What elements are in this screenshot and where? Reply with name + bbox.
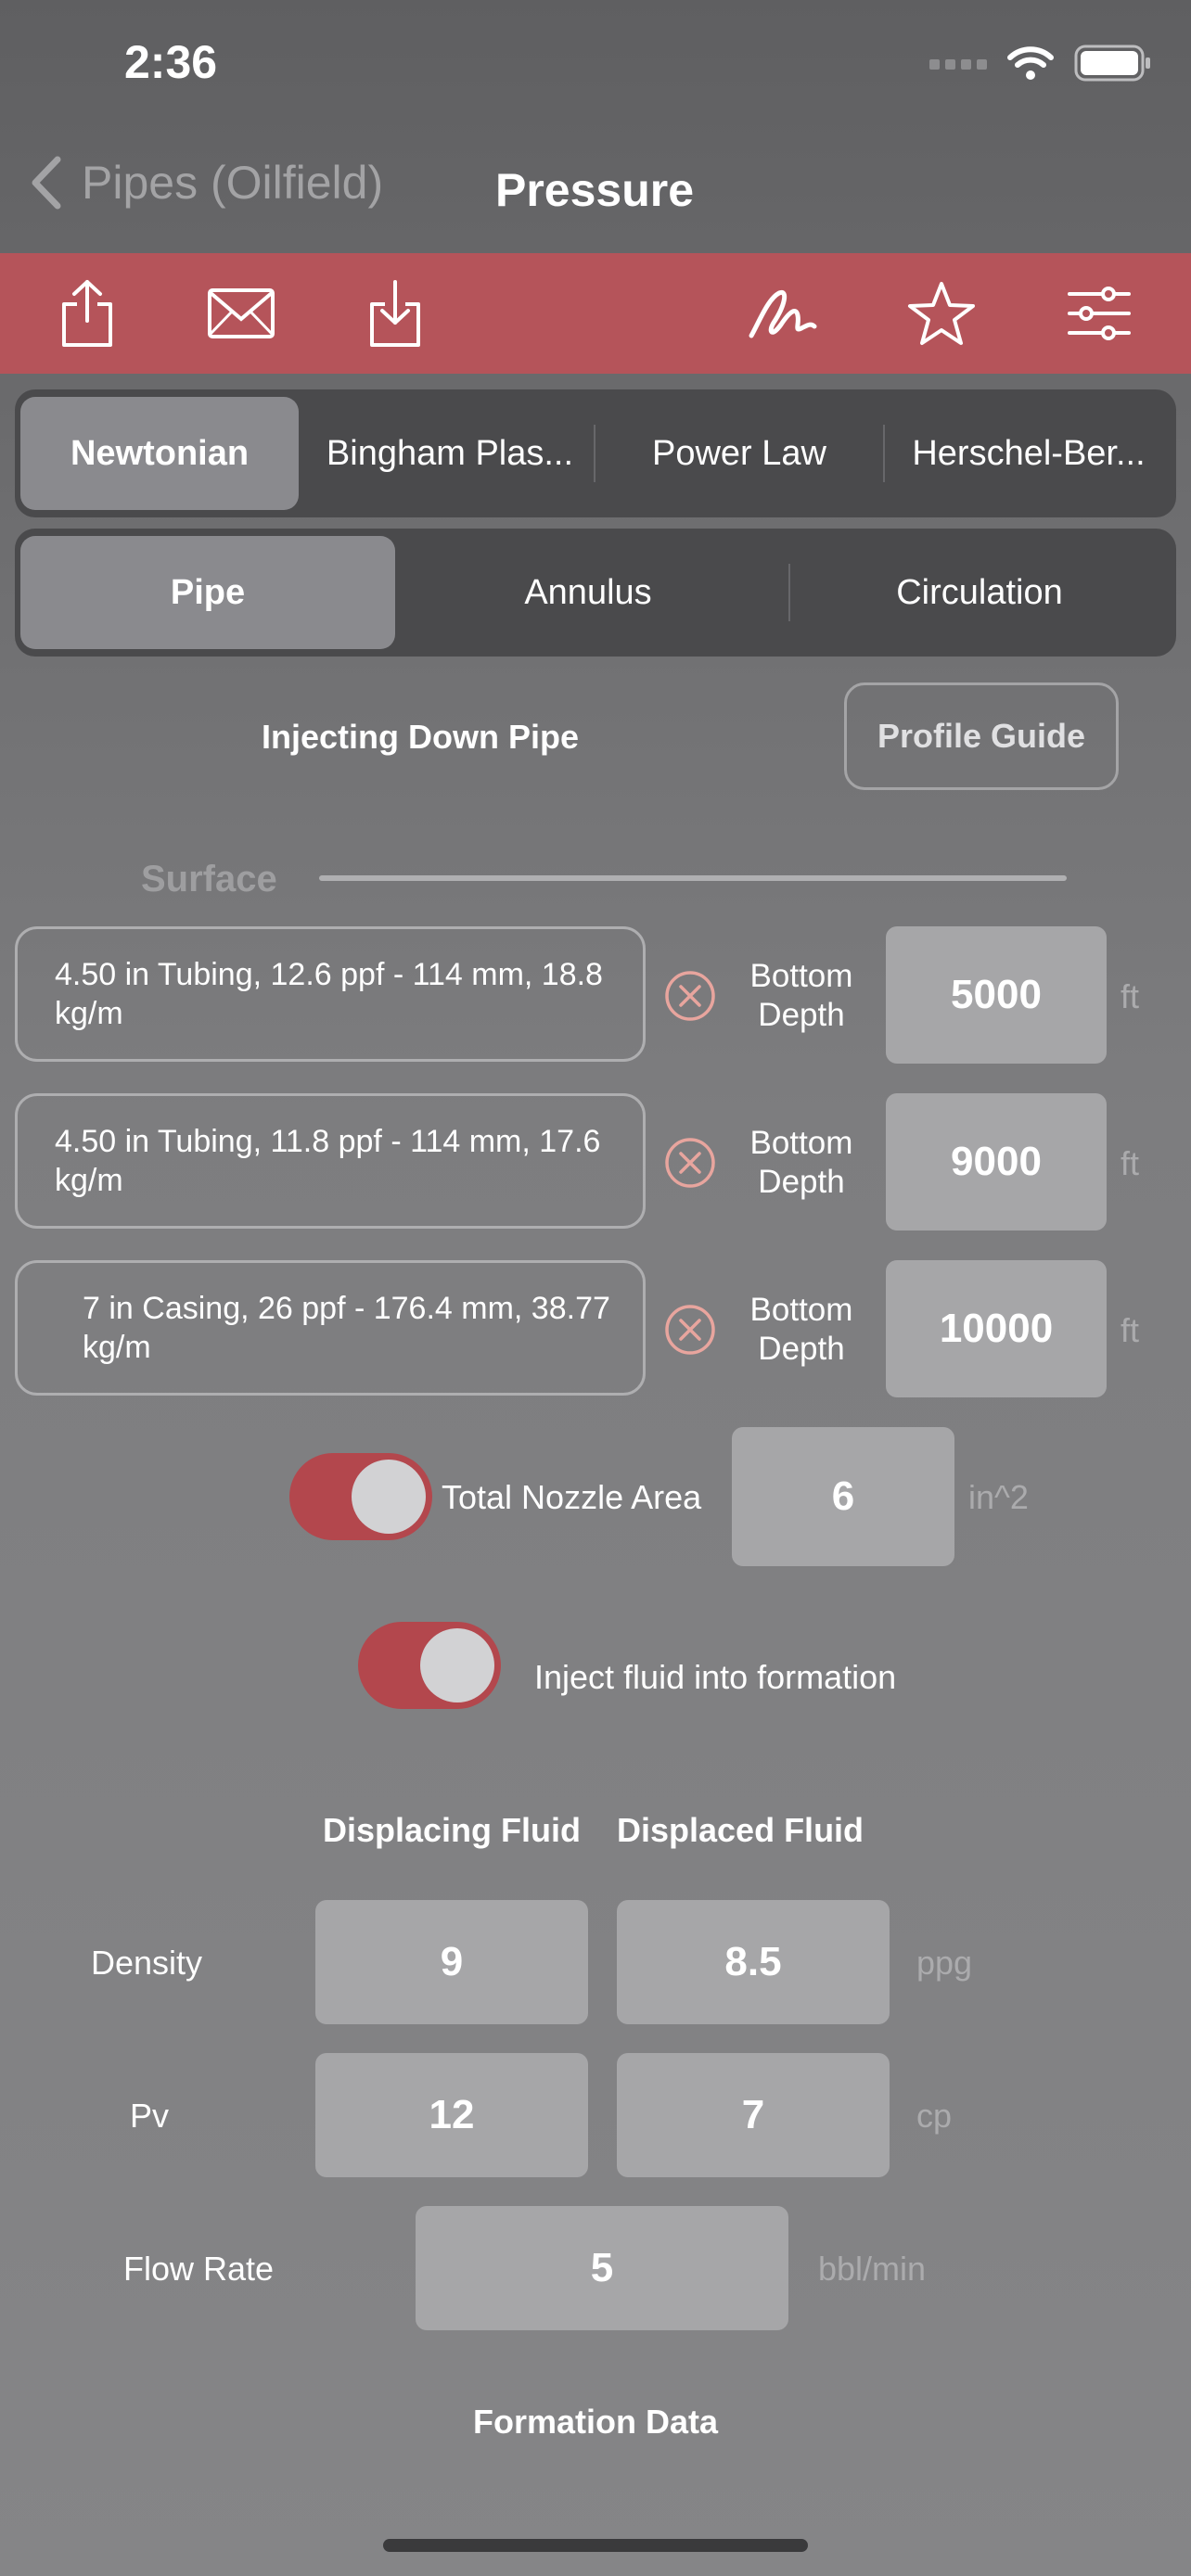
- toggle-knob: [352, 1460, 426, 1534]
- nozzle-area-toggle[interactable]: [289, 1453, 432, 1540]
- toggle-knob: [420, 1628, 494, 1702]
- page-title: Pressure: [495, 164, 695, 216]
- battery-icon: [1074, 45, 1152, 82]
- section-heading: Injecting Down Pipe: [262, 718, 580, 756]
- settings-button[interactable]: [1044, 253, 1155, 374]
- pv-label: Pv: [130, 2097, 170, 2135]
- star-icon: [907, 280, 976, 347]
- tab-newtonian[interactable]: Newtonian: [20, 397, 299, 510]
- status-time: 2:36: [124, 36, 218, 88]
- cellular-signal-icon: [929, 56, 987, 70]
- formation-data-heading: Formation Data: [473, 2403, 719, 2441]
- flow-rate-input[interactable]: 5: [416, 2206, 788, 2330]
- remove-pipe-icon[interactable]: [664, 1137, 716, 1189]
- displacing-fluid-header: Displacing Fluid: [323, 1811, 582, 1849]
- tab-power-law[interactable]: Power Law: [652, 433, 826, 473]
- home-indicator: [383, 2539, 808, 2552]
- displacing-pv-input[interactable]: 12: [315, 2053, 588, 2177]
- tab-pipe[interactable]: Pipe: [20, 536, 395, 649]
- pipe-selector-1[interactable]: 4.50 in Tubing, 12.6 ppf - 114 mm, 18.8 kg/m: [15, 926, 646, 1062]
- profile-guide-button[interactable]: Profile Guide: [844, 682, 1119, 790]
- inject-fluid-toggle[interactable]: [358, 1622, 501, 1709]
- tab-annulus[interactable]: Annulus: [524, 572, 652, 612]
- mail-icon: [207, 287, 275, 339]
- fluid-model-segmented-control: [15, 389, 1176, 517]
- mail-button[interactable]: [186, 253, 297, 374]
- tab-herschel-bulkley[interactable]: Herschel-Ber...: [912, 433, 1146, 473]
- displaced-density-input[interactable]: 8.5: [617, 1900, 890, 2024]
- flow-rate-label: Flow Rate: [123, 2250, 275, 2288]
- remove-pipe-icon[interactable]: [664, 1304, 716, 1356]
- toolbar: [0, 253, 1191, 374]
- bottom-depth-label: Bottom Depth: [749, 958, 853, 1033]
- back-button[interactable]: [28, 156, 383, 210]
- nozzle-area-label: Total Nozzle Area: [442, 1478, 702, 1516]
- pv-unit: cp: [916, 2097, 953, 2135]
- signature-icon: [748, 286, 818, 341]
- share-icon: [58, 278, 116, 349]
- status-icons: [929, 45, 1152, 82]
- depth-unit: ft: [1121, 977, 1140, 1015]
- remove-pipe-icon[interactable]: [664, 970, 716, 1022]
- bottom-depth-label: Bottom Depth: [749, 1125, 853, 1200]
- depth-unit: ft: [1121, 1144, 1140, 1182]
- depth-unit: ft: [1121, 1311, 1140, 1349]
- download-button[interactable]: [339, 253, 451, 374]
- inject-fluid-label: Inject fluid into formation: [534, 1658, 897, 1696]
- wifi-icon: [1007, 45, 1054, 81]
- share-button[interactable]: [32, 253, 143, 374]
- chevron-left-icon: [28, 156, 65, 210]
- download-icon: [366, 278, 424, 349]
- flow-rate-unit: bbl/min: [818, 2250, 927, 2288]
- nozzle-area-input[interactable]: 6: [732, 1427, 954, 1566]
- density-label: Density: [91, 1944, 203, 1982]
- pipe-selector-3[interactable]: 7 in Casing, 26 ppf - 176.4 mm, 38.77 kg/m: [15, 1260, 646, 1396]
- bottom-depth-input-1[interactable]: 5000: [886, 926, 1107, 1064]
- tab-bingham-plastic[interactable]: Bingham Plas...: [326, 433, 574, 473]
- pipe-selector-2[interactable]: 4.50 in Tubing, 11.8 ppf - 114 mm, 17.6 kg/m: [15, 1093, 646, 1229]
- surface-label: Surface: [141, 859, 277, 899]
- displaced-fluid-header: Displaced Fluid: [617, 1811, 864, 1849]
- bottom-depth-label: Bottom Depth: [749, 1292, 853, 1367]
- geometry-segmented-control: [15, 529, 1176, 657]
- displaced-pv-input[interactable]: 7: [617, 2053, 890, 2177]
- favorite-button[interactable]: [886, 253, 997, 374]
- sliders-icon: [1068, 287, 1131, 340]
- signature-button[interactable]: [727, 253, 839, 374]
- nozzle-area-unit: in^2: [968, 1478, 1029, 1516]
- displacing-density-input[interactable]: 9: [315, 1900, 588, 2024]
- surface-line: [319, 875, 1067, 881]
- bottom-depth-input-2[interactable]: 9000: [886, 1093, 1107, 1231]
- tab-circulation[interactable]: Circulation: [896, 572, 1063, 612]
- density-unit: ppg: [916, 1944, 973, 1982]
- bottom-depth-input-3[interactable]: 10000: [886, 1260, 1107, 1397]
- back-label: Pipes (Oilfield): [82, 157, 384, 209]
